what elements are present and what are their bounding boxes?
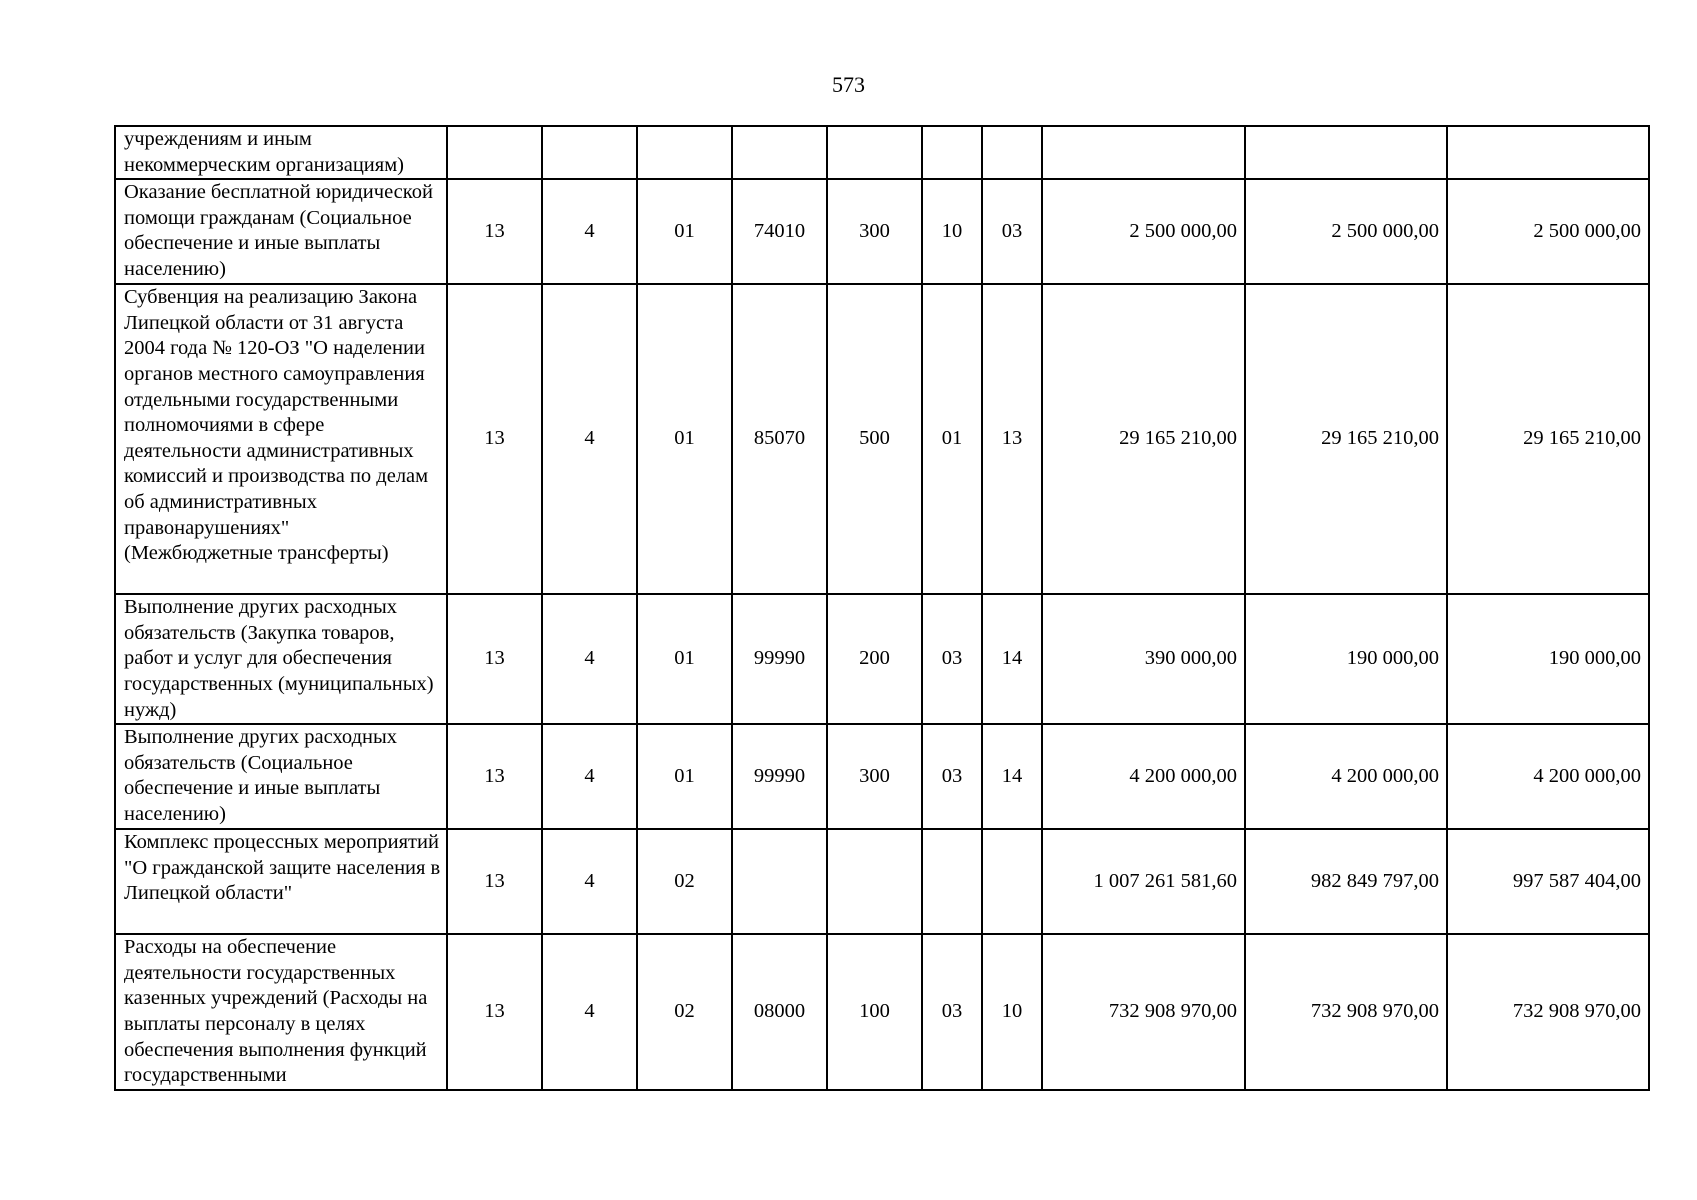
amount-cell: 390 000,00	[1042, 594, 1245, 724]
code-cell: 03	[982, 179, 1042, 284]
amount-cell: 997 587 404,00	[1447, 829, 1649, 934]
code-cell: 300	[827, 179, 922, 284]
table-row	[115, 934, 1649, 1090]
row-description: Выполнение других расходных обязательств (Социальное обеспечение и иные выплаты населению)	[115, 724, 447, 829]
row-description: Субвенция на реализацию Закона Липецкой области от 31 августа 2004 года № 120-ОЗ "О наделении органов местного самоуправления отдельными государственными полномочиями в сфере деятельности административных комиссий и производства по делам об административных правонарушениях" (Межбюджетные трансферты)	[115, 284, 447, 594]
amount-cell: 4 200 000,00	[1042, 724, 1245, 829]
code-cell	[827, 126, 922, 179]
code-cell: 01	[637, 179, 732, 284]
code-cell: 13	[982, 284, 1042, 594]
amount-cell: 4 200 000,00	[1245, 724, 1447, 829]
code-cell: 01	[922, 284, 982, 594]
code-cell	[732, 126, 827, 179]
code-cell: 10	[982, 934, 1042, 1090]
code-cell: 03	[922, 594, 982, 724]
code-cell: 02	[637, 829, 732, 934]
code-cell	[732, 829, 827, 934]
code-cell	[922, 126, 982, 179]
code-cell: 03	[922, 724, 982, 829]
code-cell: 02	[637, 934, 732, 1090]
page-number: 573	[832, 72, 865, 97]
amount-cell: 29 165 210,00	[1447, 284, 1649, 594]
code-cell: 13	[447, 594, 542, 724]
table-row	[115, 829, 1649, 934]
code-cell: 01	[637, 594, 732, 724]
amount-cell: 2 500 000,00	[1042, 179, 1245, 284]
row-description: Комплекс процессных мероприятий "О гражданской защите населения в Липецкой области"	[115, 829, 447, 934]
table-row	[115, 284, 1649, 594]
row-description: учреждениям и иным некоммерческим организациям)	[115, 126, 447, 179]
code-cell	[542, 126, 637, 179]
code-cell	[637, 126, 732, 179]
amount-cell: 1 007 261 581,60	[1042, 829, 1245, 934]
code-cell: 4	[542, 594, 637, 724]
code-cell: 4	[542, 179, 637, 284]
code-cell: 10	[922, 179, 982, 284]
budget-table	[114, 125, 1650, 1091]
code-cell: 99990	[732, 594, 827, 724]
code-cell: 4	[542, 724, 637, 829]
row-description: Расходы на обеспечение деятельности государственных казенных учреждений (Расходы на выплаты персоналу в целях обеспечения выполнения функций государственными	[115, 934, 447, 1090]
code-cell: 13	[447, 829, 542, 934]
amount-cell: 29 165 210,00	[1042, 284, 1245, 594]
table-row	[115, 594, 1649, 724]
code-cell: 13	[447, 284, 542, 594]
amount-cell: 29 165 210,00	[1245, 284, 1447, 594]
code-cell: 4	[542, 829, 637, 934]
amount-cell: 190 000,00	[1245, 594, 1447, 724]
amount-cell: 2 500 000,00	[1245, 179, 1447, 284]
table-row	[115, 724, 1649, 829]
code-cell: 85070	[732, 284, 827, 594]
amount-cell: 732 908 970,00	[1245, 934, 1447, 1090]
code-cell: 300	[827, 724, 922, 829]
code-cell: 13	[447, 934, 542, 1090]
code-cell: 13	[447, 724, 542, 829]
code-cell: 03	[922, 934, 982, 1090]
amount-cell: 4 200 000,00	[1447, 724, 1649, 829]
table-row	[115, 126, 1649, 179]
row-description: Выполнение других расходных обязательств (Закупка товаров, работ и услуг для обеспечения государственных (муниципальных) нужд)	[115, 594, 447, 724]
amount-cell: 732 908 970,00	[1042, 934, 1245, 1090]
code-cell	[982, 126, 1042, 179]
code-cell	[827, 829, 922, 934]
row-description: Оказание бесплатной юридической помощи гражданам (Социальное обеспечение и иные выплаты населению)	[115, 179, 447, 284]
code-cell: 4	[542, 934, 637, 1090]
code-cell: 13	[447, 179, 542, 284]
code-cell: 100	[827, 934, 922, 1090]
code-cell	[447, 126, 542, 179]
code-cell: 01	[637, 724, 732, 829]
amount-cell: 732 908 970,00	[1447, 934, 1649, 1090]
code-cell: 200	[827, 594, 922, 724]
amount-cell: 190 000,00	[1447, 594, 1649, 724]
code-cell: 99990	[732, 724, 827, 829]
code-cell: 14	[982, 724, 1042, 829]
code-cell: 500	[827, 284, 922, 594]
code-cell: 4	[542, 284, 637, 594]
code-cell: 74010	[732, 179, 827, 284]
code-cell: 08000	[732, 934, 827, 1090]
code-cell: 01	[637, 284, 732, 594]
code-cell	[982, 829, 1042, 934]
amount-cell	[1447, 126, 1649, 179]
code-cell	[922, 829, 982, 934]
table-row	[115, 179, 1649, 284]
amount-cell	[1042, 126, 1245, 179]
amount-cell	[1245, 126, 1447, 179]
code-cell: 14	[982, 594, 1042, 724]
amount-cell: 2 500 000,00	[1447, 179, 1649, 284]
amount-cell: 982 849 797,00	[1245, 829, 1447, 934]
